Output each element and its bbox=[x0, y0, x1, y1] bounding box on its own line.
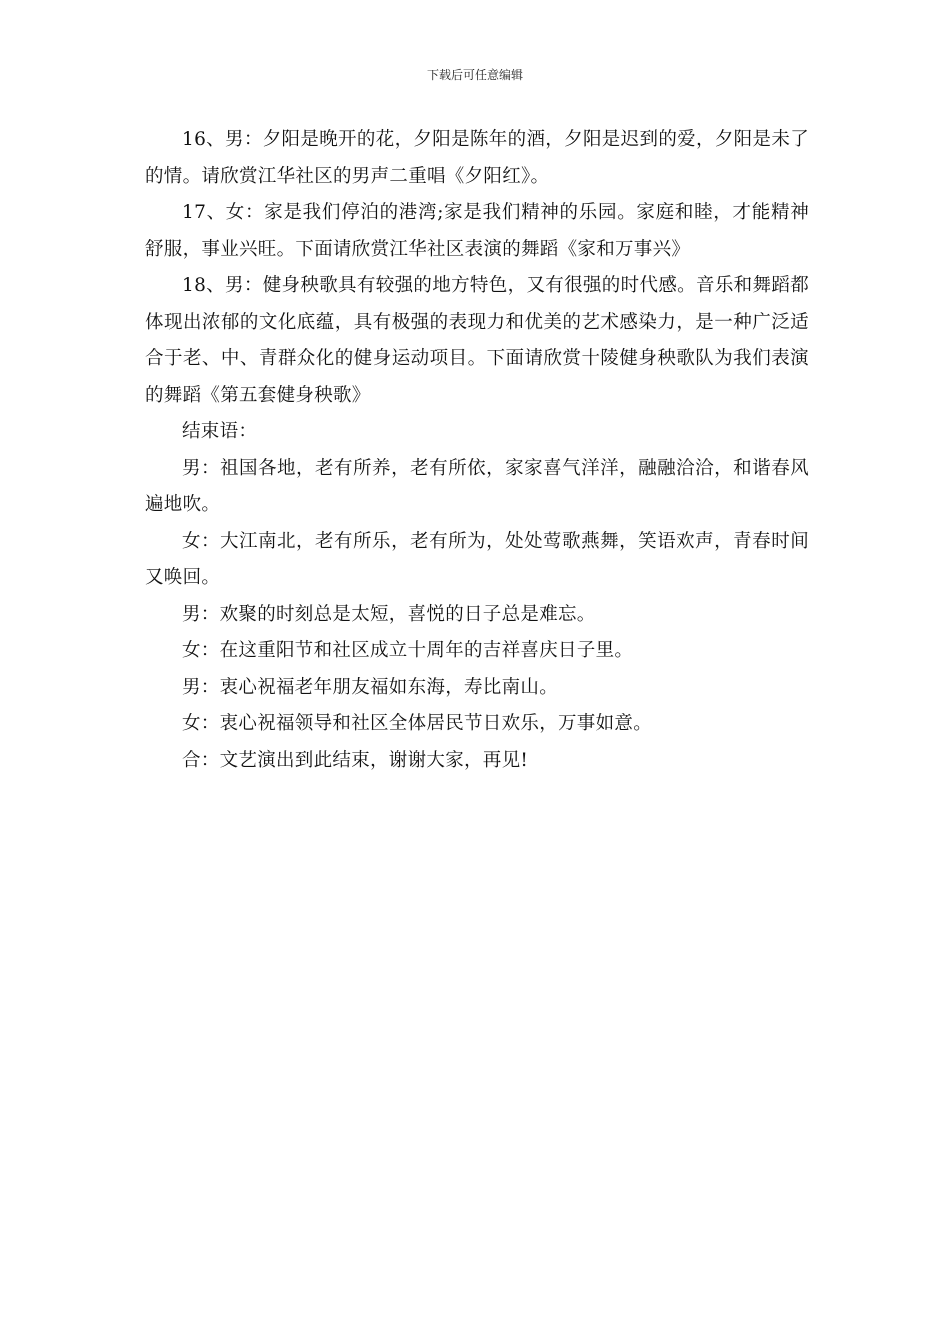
closing-line-female-1: 女：大江南北，老有所乐，老有所为，处处莺歌燕舞，笑语欢声，青春时间又唤回。 bbox=[145, 530, 809, 588]
closing-line-male-2: 男：欢聚的时刻总是太短，喜悦的日子总是难忘。 bbox=[182, 603, 596, 625]
closing-line-together: 合：文艺演出到此结束，谢谢大家，再见! bbox=[182, 749, 529, 771]
closing-heading: 结束语： bbox=[182, 421, 258, 442]
paragraph-18: 18、男：健身秧歌具有较强的地方特色，又有很强的时代感。音乐和舞蹈都体现出浓郁的文化底蕴，具有极强的表现力和优美的艺术感染力，是一种广泛适合于老、中、青群众化的健身运动项目。下面请欣赏十陵健身秧歌队为我们表演的舞蹈《第五套健身秧歌》 bbox=[145, 275, 809, 406]
closing-line-male-3: 男：衷心祝福老年朋友福如东海，寿比南山。 bbox=[182, 676, 559, 698]
paragraph-17: 17、女：家是我们停泊的港湾;家是我们精神的乐园。家庭和睦，才能精神舒服，事业兴旺。下面请欣赏江华社区表演的舞蹈《家和万事兴》 bbox=[145, 202, 809, 260]
closing-line-female-3: 女：衷心祝福领导和社区全体居民节日欢乐，万事如意。 bbox=[182, 713, 653, 734]
page-header-note: 下载后可任意编辑 bbox=[426, 68, 523, 82]
paragraph-16: 16、男：夕阳是晚开的花，夕阳是陈年的酒，夕阳是迟到的爱，夕阳是未了的情。请欣赏江华社区的男声二重唱《夕阳红》。 bbox=[145, 129, 809, 187]
closing-line-male-1: 男：祖国各地，老有所养，老有所依，家家喜气洋洋，融融洽洽，和谐春风遍地吹。 bbox=[145, 457, 809, 515]
closing-line-female-2: 女：在这重阳节和社区成立十周年的吉祥喜庆日子里。 bbox=[182, 640, 634, 661]
document-body bbox=[145, 122, 809, 779]
